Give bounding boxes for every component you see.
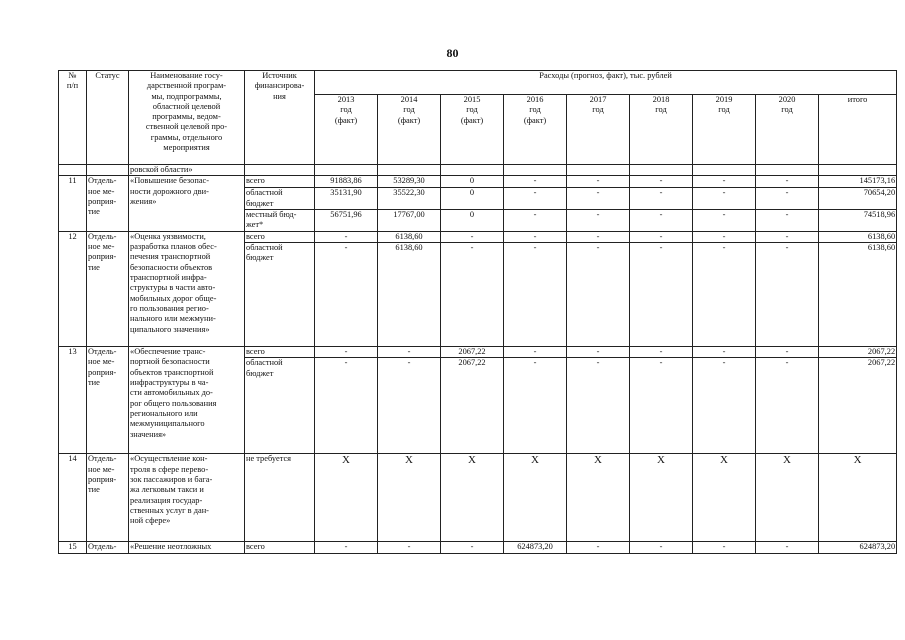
value-cell: - — [378, 347, 441, 358]
row-name: «Осуществление кон- троля в сфере перево- зок пассажиров и бага- жа легковым такси и реализация государ- ственных услуг в дан- ной сфере» — [129, 454, 245, 542]
value-cell: - — [504, 176, 567, 188]
value-cell: - — [693, 188, 756, 210]
header-name: Наименование госу- дарственной програм- мы, подпрограммы, областной целевой программы, ведом- ственной целевой про- граммы, отдельного мероприятия — [129, 71, 245, 165]
row-name: «Решение неотложных — [129, 542, 245, 554]
value-cell: - — [504, 209, 567, 231]
value-total: 624873,20 — [819, 542, 897, 554]
value-cell: - — [630, 231, 693, 242]
value-cell: X — [378, 454, 441, 542]
funding-source: областной бюджет — [245, 358, 315, 454]
value-cell: - — [504, 243, 567, 347]
value-cell: 0 — [441, 188, 504, 210]
value-cell: X — [567, 454, 630, 542]
row-status: Отдель- ное ме- роприя- тие — [87, 231, 129, 346]
value-cell: - — [630, 542, 693, 554]
value-cell: - — [693, 243, 756, 347]
value-cell: 35522,30 — [378, 188, 441, 210]
value-cell: X — [756, 454, 819, 542]
value-cell: - — [378, 542, 441, 554]
value-cell: - — [504, 358, 567, 454]
value-cell: - — [567, 243, 630, 347]
value-cell: - — [504, 188, 567, 210]
row-number: 15 — [59, 542, 87, 554]
expenses-table — [58, 70, 897, 554]
value-cell: - — [567, 188, 630, 210]
value-cell: - — [567, 358, 630, 454]
value-cell: - — [756, 542, 819, 554]
header-year-2013: 2013 год (факт) — [315, 95, 378, 165]
funding-source: не требуется — [245, 454, 315, 542]
value-cell: - — [504, 231, 567, 242]
row-name: «Обеспечение транс- портной безопасности объектов транспортной инфраструктуры в ча- сти автомобильных до- рог общего пользования регионального или межмуниципального значения» — [129, 347, 245, 454]
header-total: итого — [819, 95, 897, 165]
value-cell: - — [693, 231, 756, 242]
value-cell: X — [315, 454, 378, 542]
header-status: Статус — [87, 71, 129, 165]
funding-source: всего — [245, 176, 315, 188]
value-cell: - — [567, 176, 630, 188]
table-row — [59, 542, 897, 554]
funding-source: всего — [245, 231, 315, 242]
value-cell: 2067,22 — [441, 347, 504, 358]
row-number: 14 — [59, 454, 87, 542]
header-num: № п/п — [59, 71, 87, 165]
value-cell: - — [504, 347, 567, 358]
value-cell: - — [756, 188, 819, 210]
row-number: 13 — [59, 347, 87, 454]
value-cell: - — [630, 243, 693, 347]
value-total: X — [819, 454, 897, 542]
value-cell: 17767,00 — [378, 209, 441, 231]
value-total: 2067,22 — [819, 358, 897, 454]
value-cell: - — [756, 243, 819, 347]
header-year-2018: 2018 год — [630, 95, 693, 165]
row-number: 11 — [59, 176, 87, 232]
row-name: «Повышение безопас- ности дорожного дви- жения» — [129, 176, 245, 232]
funding-source: всего — [245, 347, 315, 358]
value-cell: - — [378, 358, 441, 454]
value-cell: - — [693, 358, 756, 454]
value-cell: - — [756, 209, 819, 231]
value-total: 2067,22 — [819, 347, 897, 358]
value-cell: 2067,22 — [441, 358, 504, 454]
value-cell: - — [315, 542, 378, 554]
value-cell: 6138,60 — [378, 231, 441, 242]
row-number: 12 — [59, 231, 87, 346]
value-cell: - — [441, 231, 504, 242]
table-row — [59, 454, 897, 542]
value-cell: - — [630, 209, 693, 231]
row-status: Отдель- — [87, 542, 129, 554]
value-cell: - — [630, 358, 693, 454]
value-cell: - — [441, 243, 504, 347]
value-cell: 91883,86 — [315, 176, 378, 188]
header-expenses: Расходы (прогноз, факт), тыс. рублей — [315, 71, 897, 95]
value-total: 6138,60 — [819, 243, 897, 347]
value-total: 70654,20 — [819, 188, 897, 210]
value-cell: - — [630, 176, 693, 188]
header-year-2016: 2016 год (факт) — [504, 95, 567, 165]
header-year-2019: 2019 год — [693, 95, 756, 165]
funding-source: местный бюд- жет* — [245, 209, 315, 231]
table-row — [59, 347, 897, 358]
value-cell: - — [630, 347, 693, 358]
value-cell: - — [315, 347, 378, 358]
value-cell: - — [693, 542, 756, 554]
value-cell: 53289,30 — [378, 176, 441, 188]
value-cell: 6138,60 — [378, 243, 441, 347]
header-year-2020: 2020 год — [756, 95, 819, 165]
value-cell: X — [630, 454, 693, 542]
value-cell: - — [567, 347, 630, 358]
value-cell: X — [693, 454, 756, 542]
value-cell: - — [756, 358, 819, 454]
funding-source: областной бюджет — [245, 188, 315, 210]
value-cell: - — [567, 209, 630, 231]
table-row — [59, 231, 897, 242]
value-cell: - — [630, 188, 693, 210]
value-cell: - — [756, 231, 819, 242]
value-cell: - — [441, 542, 504, 554]
value-cell: - — [693, 209, 756, 231]
page-number: 80 — [446, 46, 459, 60]
value-cell: - — [756, 176, 819, 188]
row-status: Отдель- ное ме- роприя- тие — [87, 454, 129, 542]
row-name: «Оценка уязвимости, разработка планов обес- печения транспортной безопасности объектов транспортной инфра- структуры в части авто- мобильных дорог обще- го пользования регио- нального или межмуни- ципального значения» — [129, 231, 245, 346]
funding-source: всего — [245, 542, 315, 554]
value-cell: 0 — [441, 176, 504, 188]
row-status: Отдель- ное ме- роприя- тие — [87, 176, 129, 232]
value-cell: - — [693, 347, 756, 358]
value-cell: X — [504, 454, 567, 542]
header-year-2015: 2015 год (факт) — [441, 95, 504, 165]
value-cell: 35131,90 — [315, 188, 378, 210]
table-row — [59, 176, 897, 188]
value-cell: - — [315, 358, 378, 454]
value-cell: 0 — [441, 209, 504, 231]
value-cell: - — [567, 231, 630, 242]
header-year-2014: 2014 год (факт) — [378, 95, 441, 165]
continuation-text: ровской области» — [129, 165, 245, 176]
value-cell: - — [315, 243, 378, 347]
value-cell: X — [441, 454, 504, 542]
value-total: 74518,96 — [819, 209, 897, 231]
value-cell: - — [567, 542, 630, 554]
value-total: 145173,16 — [819, 176, 897, 188]
value-cell: 56751,96 — [315, 209, 378, 231]
value-cell: - — [693, 176, 756, 188]
header-source: Источник финансирова- ния — [245, 71, 315, 165]
value-total: 6138,60 — [819, 231, 897, 242]
value-cell: - — [756, 347, 819, 358]
funding-source: областной бюджет — [245, 243, 315, 347]
value-cell: 624873,20 — [504, 542, 567, 554]
row-status: Отдель- ное ме- роприя- тие — [87, 347, 129, 454]
value-cell: - — [315, 231, 378, 242]
header-year-2017: 2017 год — [567, 95, 630, 165]
